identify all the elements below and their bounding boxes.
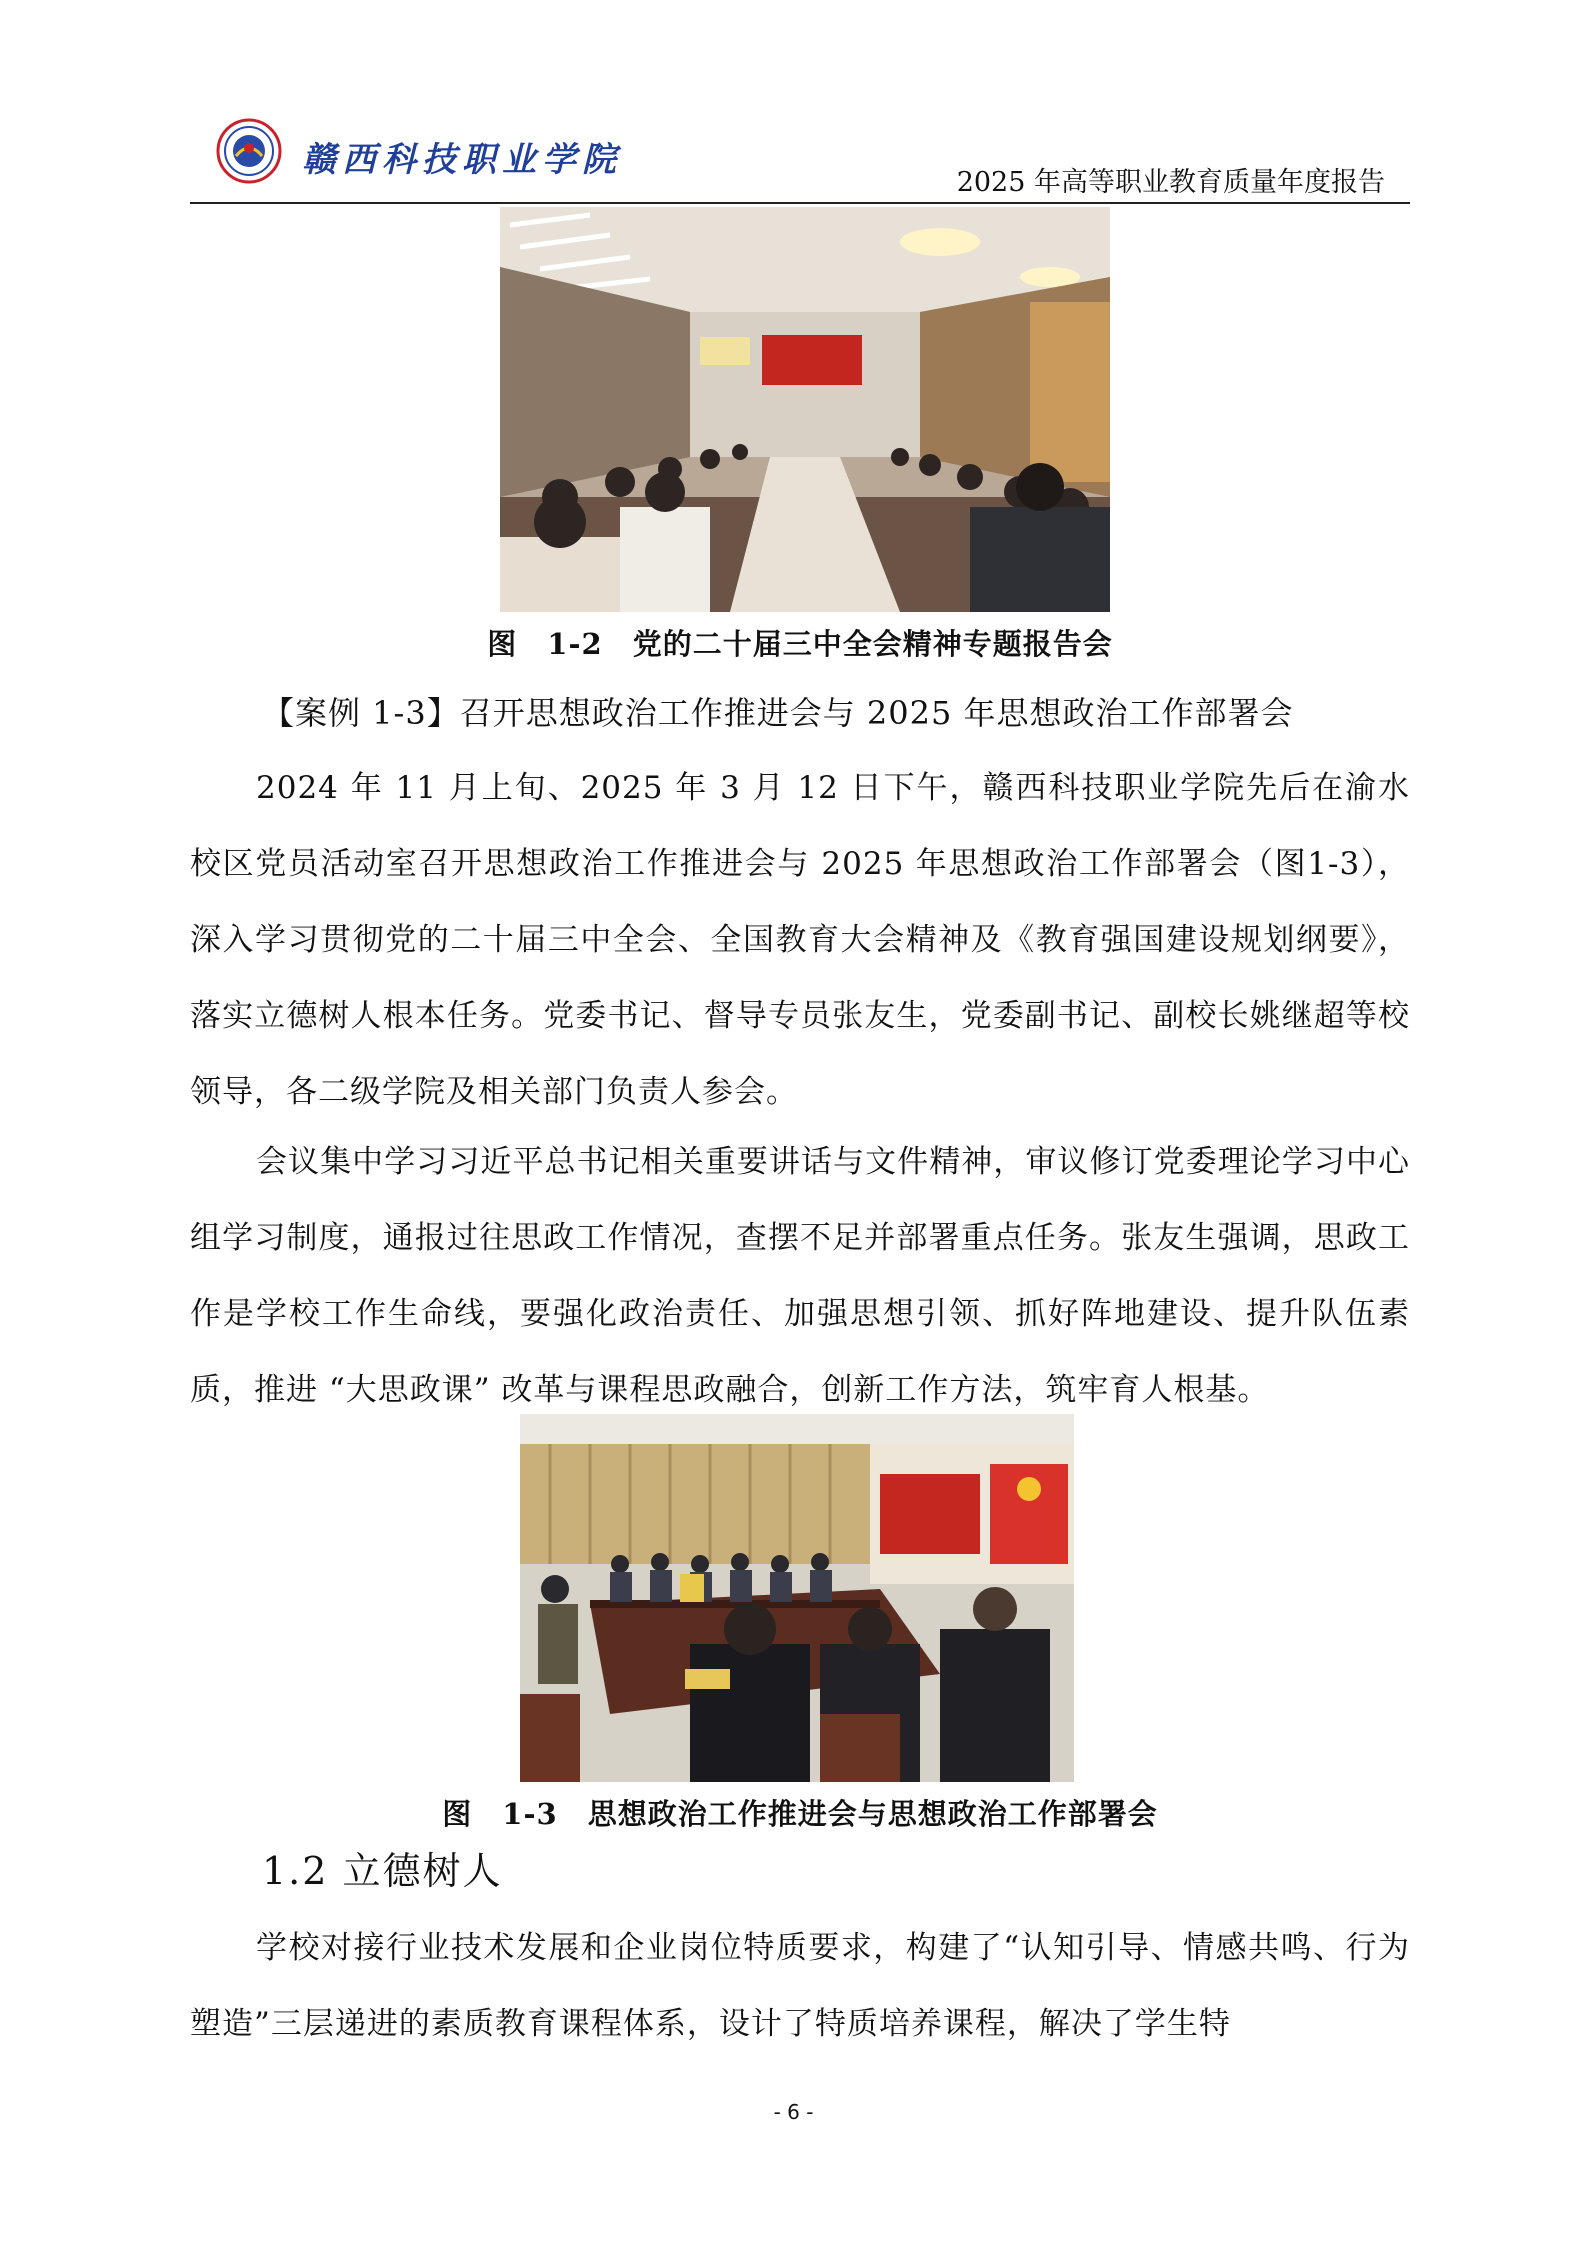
meeting-room-photo (520, 1414, 1074, 1782)
figure-caption: 图 1-3 思想政治工作推进会与思想政治工作部署会 (442, 1797, 1158, 1831)
school-logo (216, 118, 282, 184)
case-title: 【案例 1-3】召开思想政治工作推进会与 2025 年思想政治工作部署会 (262, 694, 1294, 732)
case-paragraph: 2024 年 11 月上旬、2025 年 3 月 12 日下午，赣西科技职业学院先后在渝水校区党员活动室召开思想政治工作推进会与 2025 年思想政治工作部署会（图1-3），深入学习贯彻党的二十届三中全会、全国教育大会精神及《教育强国建设规划纲要》，落实立德树人根本任务。党委书记、督导专员张友生，党委副书记、副校长姚继超等校领导，各二级学院及相关部门负责人参会。 (190, 770, 1410, 1110)
page-number: - 6 - (773, 2100, 814, 2124)
lecture-hall-photo (500, 207, 1110, 612)
figure-caption: 图 1-2 党的二十届三中全会精神专题报告会 (487, 627, 1113, 661)
section-heading: 1.2 立德树人 (262, 1849, 503, 1893)
page-header (190, 110, 1410, 205)
header-divider (190, 202, 1410, 204)
section-paragraph: 学校对接行业技术发展和企业岗位特质要求，构建了“认知引导、情感共鸣、行为塑造”三层递进的素质教育课程体系，设计了特质培养课程，解决了学生特 (190, 1930, 1410, 2042)
report-title: 2025 年高等职业教育质量年度报告 (956, 167, 1385, 198)
case-paragraph: 会议集中学习习近平总书记相关重要讲话与文件精神，审议修订党委理论学习中心组学习制度，通报过往思政工作情况，查摆不足并部署重点任务。张友生强调，思政工作是学校工作生命线，要强化政治责任、加强思想引领、抓好阵地建设、提升队伍素质，推进 “大思政课” 改革与课程思政融合，创新工作方法，筑牢育人根基。 (190, 1144, 1410, 1408)
school-name: 赣西科技职业学院 (302, 140, 622, 180)
